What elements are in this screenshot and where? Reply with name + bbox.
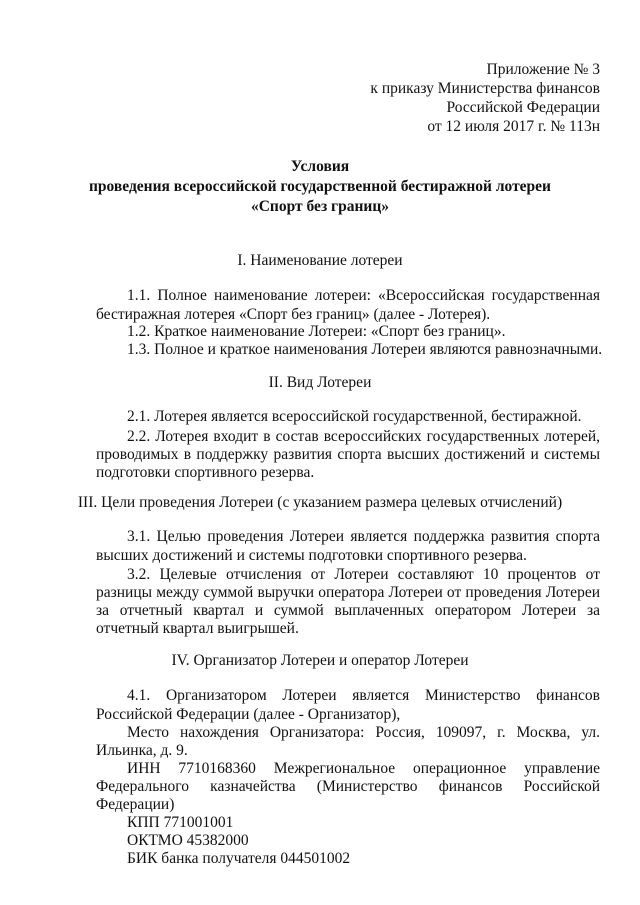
para-4-location-line2: Ильинка, д. 9. (96, 742, 188, 759)
para-1-1-line2: бестиражная лотерея «Спорт без границ» (далее - Лотерея). (96, 306, 491, 323)
section-1-heading: I. Наименование лотереи (237, 252, 403, 269)
order-date: от 12 июля 2017 г. № 113н (427, 118, 600, 135)
doc-title-line3: «Спорт без границ» (250, 198, 389, 215)
oktmo-line: ОКТМО 45382000 (127, 832, 249, 849)
para-3-2-line3: за отчетный квартал и суммой выплаченных оператором Лотереи за (96, 602, 600, 619)
para-1-3: 1.3. Полное и краткое наименования Лотереи являются равнозначными. (127, 341, 603, 358)
para-4-inn-line3: Федерации) (96, 796, 175, 813)
bik-line: БИК банка получателя 044501002 (127, 850, 351, 867)
doc-title-line2: проведения всероссийской государственной бестиражной лотереи (89, 178, 551, 195)
appendix-number: Приложение № 3 (486, 61, 600, 78)
order-reference: к приказу Министерства финансов (370, 80, 600, 97)
doc-title: Условия (290, 158, 350, 175)
para-2-2-line2: проводимых в поддержку развития спорта высших достижений и системы (96, 446, 600, 463)
para-3-2-line2: разницы между суммой выручки оператора Лотереи от проведения Лотереи (96, 584, 600, 601)
para-1-2: 1.2. Краткое наименование Лотереи: «Спорт без границ». (127, 323, 506, 340)
section-2-heading: II. Вид Лотереи (268, 374, 372, 391)
section-4-heading: IV. Организатор Лотереи и оператор Лотереи (171, 652, 469, 669)
para-2-1: 2.1. Лотерея является всероссийской государственной, бестиражной. (127, 408, 582, 425)
para-4-inn-line2: Федерального казначейства (Министерство финансов Российской (96, 778, 600, 795)
kpp-line: КПП 771001001 (127, 814, 234, 831)
order-reference-country: Российской Федерации (446, 99, 600, 116)
para-3-1-line1: 3.1. Целью проведения Лотереи является поддержка развития спорта (127, 528, 600, 545)
para-2-2-line1: 2.2. Лотерея входит в состав всероссийских государственных лотерей, (127, 428, 600, 445)
section-3-heading: III. Цели проведения Лотереи (с указанием размера целевых отчислений) (77, 494, 563, 511)
para-1-1-line1: 1.1. Полное наименование лотереи: «Всероссийская государственная (127, 287, 600, 304)
para-3-2-line4: отчетный квартал выигрышей. (96, 620, 299, 637)
para-4-location-line1: Место нахождения Организатора: Россия, 109097, г. Москва, ул. (127, 724, 600, 741)
para-2-2-line3: подготовки спортивного резерва. (96, 464, 315, 481)
para-4-inn-line1: ИНН 7710168360 Межрегиональное операционное управление (127, 760, 600, 777)
para-3-1-line2: высших достижений и системы подготовки спортивного резерва. (96, 547, 527, 564)
para-4-1-line2: Российской Федерации (далее - Организатор), (96, 706, 401, 723)
para-4-1-line1: 4.1. Организатором Лотереи является Министерство финансов (127, 687, 600, 704)
para-3-2-line1: 3.2. Целевые отчисления от Лотереи составляют 10 процентов от (127, 566, 600, 583)
appendix-header (370, 60, 600, 136)
